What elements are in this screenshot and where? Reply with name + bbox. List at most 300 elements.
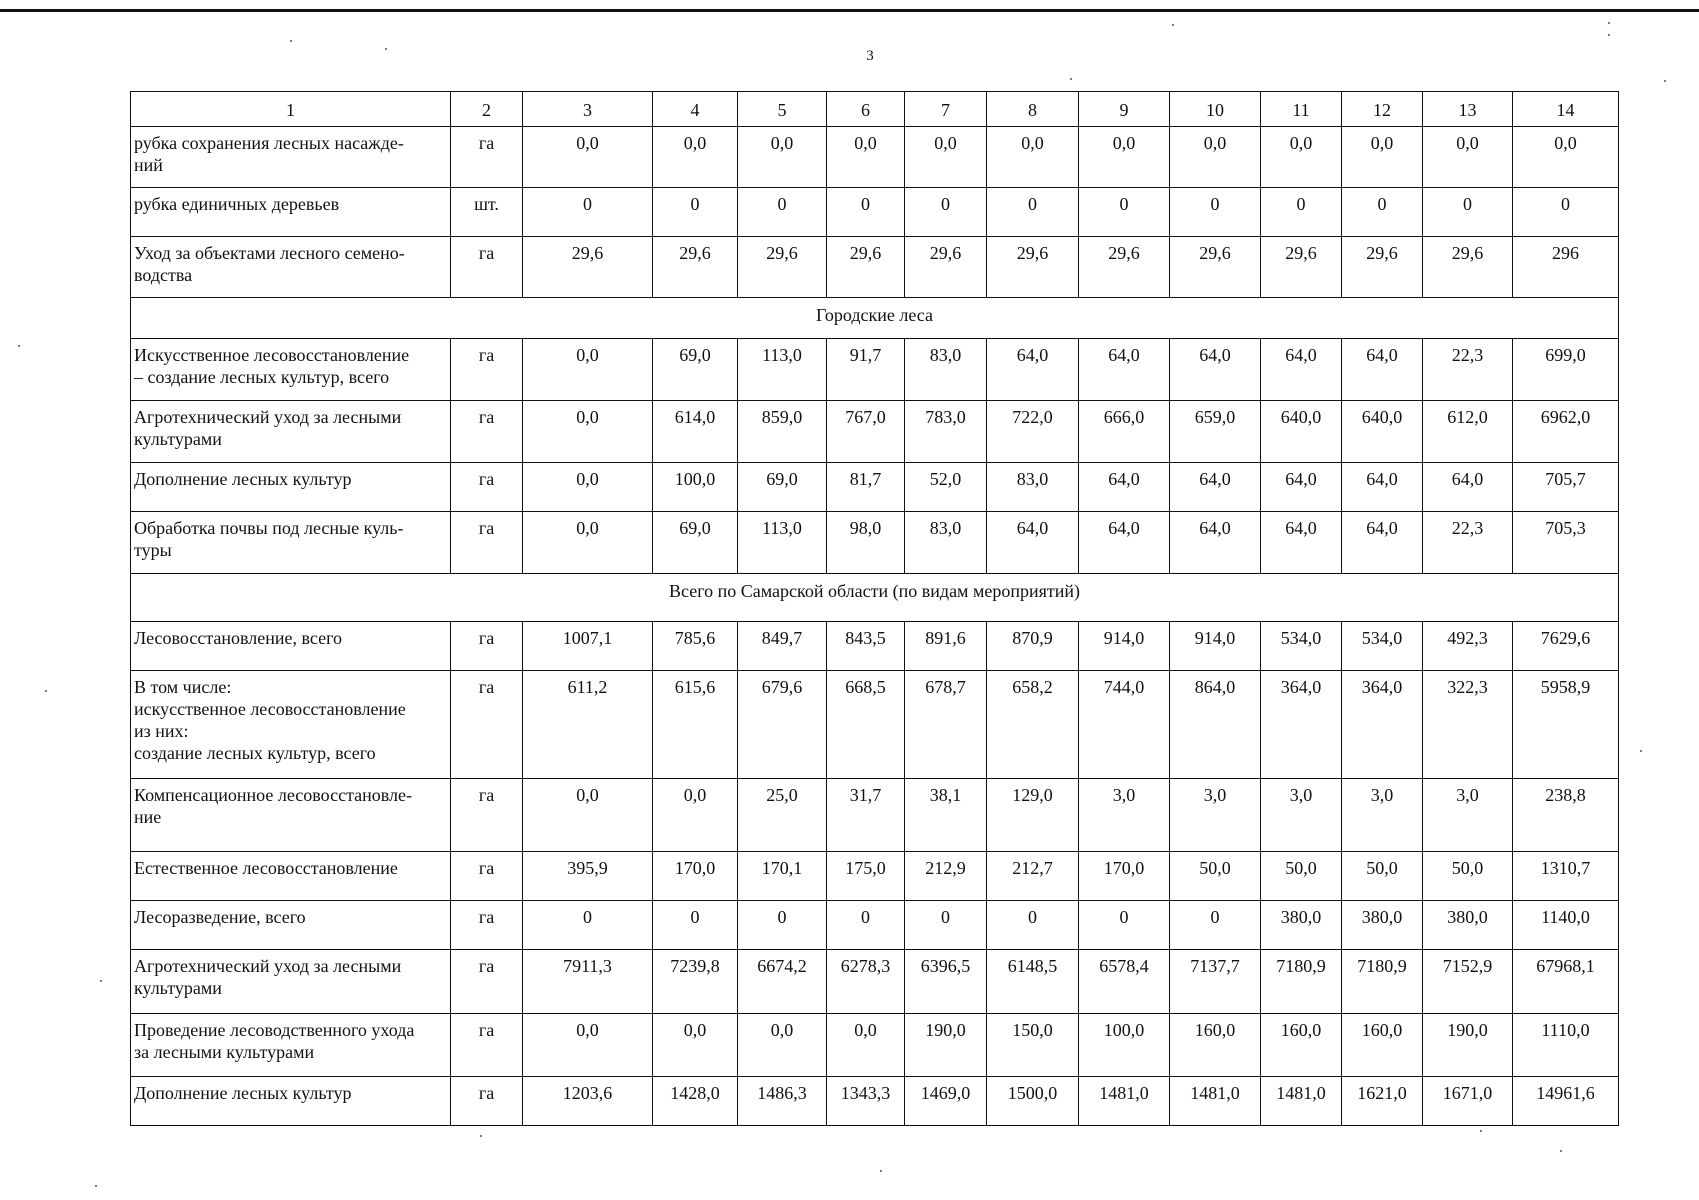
value: 364,0 bbox=[1280, 677, 1322, 697]
value: 160,0 bbox=[1194, 1020, 1236, 1040]
value: 5958,9 bbox=[1540, 677, 1591, 697]
measure-name-cell bbox=[131, 950, 451, 1014]
value: 859,0 bbox=[761, 407, 803, 427]
value: 914,0 bbox=[1194, 628, 1236, 648]
value-cell bbox=[905, 127, 987, 188]
value-cell bbox=[905, 852, 987, 901]
value: 678,7 bbox=[925, 677, 966, 697]
value: 0,0 bbox=[1554, 133, 1577, 153]
value-cell bbox=[1261, 237, 1342, 298]
value-cell bbox=[523, 463, 653, 512]
value: 7180,9 bbox=[1276, 956, 1326, 976]
value: 0 bbox=[1463, 194, 1472, 214]
value-cell bbox=[653, 401, 738, 463]
scan-speck bbox=[95, 1185, 97, 1187]
unit-cell bbox=[451, 401, 523, 463]
value: 22,3 bbox=[1451, 518, 1484, 538]
value-cell bbox=[905, 1014, 987, 1077]
value: 190,0 bbox=[1447, 1020, 1488, 1040]
value: 612,0 bbox=[1447, 407, 1488, 427]
value: 29,6 bbox=[1285, 243, 1317, 263]
value: 1469,0 bbox=[920, 1083, 971, 1103]
measure-name: рубка сохранения лесных насажде- ний bbox=[134, 133, 404, 175]
forest-measures-table bbox=[130, 91, 1619, 1126]
value-cell bbox=[523, 512, 653, 574]
value: 1481,0 bbox=[1276, 1083, 1326, 1103]
value: 83,0 bbox=[929, 518, 962, 538]
value-cell bbox=[1423, 512, 1513, 574]
value: 64,0 bbox=[1016, 518, 1049, 538]
value: 0,0 bbox=[1370, 133, 1394, 153]
page-number: 3 bbox=[866, 48, 874, 64]
value: 615,6 bbox=[674, 677, 716, 697]
value: 150,0 bbox=[1012, 1020, 1053, 1040]
value: 31,7 bbox=[849, 785, 882, 805]
value-cell bbox=[738, 512, 827, 574]
value-cell bbox=[653, 622, 738, 671]
column-number-header bbox=[1261, 92, 1342, 127]
value-cell bbox=[1513, 401, 1619, 463]
scan-speck bbox=[1560, 1150, 1562, 1152]
value: 380,0 bbox=[1280, 907, 1322, 927]
value: 614,0 bbox=[674, 407, 716, 427]
table-row bbox=[131, 1014, 1619, 1077]
value: 0,0 bbox=[1289, 133, 1313, 153]
value: 29,6 bbox=[929, 243, 962, 263]
value-cell bbox=[523, 237, 653, 298]
value: 785,6 bbox=[674, 628, 716, 648]
value-cell bbox=[1423, 463, 1513, 512]
value: 891,6 bbox=[925, 628, 966, 648]
value-cell bbox=[1342, 512, 1423, 574]
measure-name-cell bbox=[131, 1014, 451, 1077]
column-number-header bbox=[131, 92, 451, 127]
table-row bbox=[131, 779, 1619, 852]
unit-cell bbox=[451, 188, 523, 237]
value-cell bbox=[653, 1014, 738, 1077]
measure-name: В том числе: искусственное лесовосстановление из них: создание лесных культур, всего bbox=[134, 677, 406, 763]
value-cell bbox=[523, 401, 653, 463]
value-cell bbox=[1261, 1077, 1342, 1126]
value-cell bbox=[1261, 622, 1342, 671]
unit-label: га bbox=[478, 677, 495, 697]
measure-name-cell bbox=[131, 401, 451, 463]
value-cell bbox=[523, 671, 653, 779]
value-cell bbox=[738, 237, 827, 298]
value-cell bbox=[1342, 779, 1423, 852]
column-number-label: 11 bbox=[1292, 100, 1310, 120]
value: 64,0 bbox=[1199, 345, 1231, 365]
value: 0,0 bbox=[683, 785, 707, 805]
column-number-label: 4 bbox=[690, 100, 700, 120]
value-cell bbox=[827, 950, 905, 1014]
value: 29,6 bbox=[1016, 243, 1049, 263]
measure-name: Агротехнический уход за лесными культурами bbox=[134, 956, 402, 998]
value-cell bbox=[1261, 779, 1342, 852]
measure-name-cell bbox=[131, 1077, 451, 1126]
value-cell bbox=[1423, 1014, 1513, 1077]
scan-speck bbox=[1608, 22, 1610, 24]
unit-cell bbox=[451, 671, 523, 779]
value: 0,0 bbox=[576, 345, 599, 365]
value: 91,7 bbox=[849, 345, 882, 365]
section-header-row bbox=[131, 298, 1619, 339]
value: 64,0 bbox=[1016, 345, 1049, 365]
value-cell bbox=[1261, 512, 1342, 574]
value: 64,0 bbox=[1199, 469, 1231, 489]
value-cell bbox=[738, 1077, 827, 1126]
section-title: Всего по Самарской области (по видам мероприятий) bbox=[669, 581, 1080, 601]
table-row bbox=[131, 671, 1619, 779]
value-cell bbox=[653, 1077, 738, 1126]
value: 3,0 bbox=[1289, 785, 1313, 805]
measure-name-cell bbox=[131, 671, 451, 779]
value-cell bbox=[905, 237, 987, 298]
value: 0 bbox=[1119, 907, 1129, 927]
value-cell bbox=[1170, 127, 1261, 188]
value: 64,0 bbox=[1451, 469, 1484, 489]
value: 668,5 bbox=[845, 677, 886, 697]
value: 64,0 bbox=[1108, 345, 1140, 365]
unit-label: га bbox=[478, 785, 495, 805]
value-cell bbox=[1261, 901, 1342, 950]
measure-name: Компенсационное лесовосстановле- ние bbox=[134, 785, 412, 827]
measure-name-cell bbox=[131, 852, 451, 901]
value: 0 bbox=[1028, 907, 1037, 927]
value-cell bbox=[738, 401, 827, 463]
value-cell bbox=[1423, 671, 1513, 779]
value-cell bbox=[1261, 950, 1342, 1014]
value-cell bbox=[1423, 1077, 1513, 1126]
value: 67968,1 bbox=[1536, 956, 1595, 976]
table-row bbox=[131, 950, 1619, 1014]
value: 296 bbox=[1552, 243, 1579, 263]
value: 0,0 bbox=[1203, 133, 1227, 153]
value-cell bbox=[523, 779, 653, 852]
value-cell bbox=[827, 1014, 905, 1077]
value: 705,7 bbox=[1545, 469, 1586, 489]
column-number-header bbox=[1423, 92, 1513, 127]
section-header-row bbox=[131, 574, 1619, 622]
measure-name-cell bbox=[131, 622, 451, 671]
value-cell bbox=[1423, 127, 1513, 188]
value: 849,7 bbox=[761, 628, 803, 648]
value: 170,0 bbox=[674, 858, 716, 878]
value: 6962,0 bbox=[1540, 407, 1591, 427]
scan-speck bbox=[1070, 78, 1072, 80]
value-cell bbox=[1261, 1014, 1342, 1077]
value-cell bbox=[1079, 237, 1170, 298]
value: 705,3 bbox=[1545, 518, 1586, 538]
table-row bbox=[131, 401, 1619, 463]
value-cell bbox=[1342, 852, 1423, 901]
value-cell bbox=[1079, 339, 1170, 401]
value-cell bbox=[523, 1077, 653, 1126]
value: 22,3 bbox=[1451, 345, 1484, 365]
value: 0 bbox=[1028, 194, 1037, 214]
value-cell bbox=[1170, 463, 1261, 512]
value: 380,0 bbox=[1361, 907, 1403, 927]
value-cell bbox=[987, 852, 1079, 901]
value: 534,0 bbox=[1280, 628, 1322, 648]
value: 658,2 bbox=[1012, 677, 1053, 697]
value-cell bbox=[905, 1077, 987, 1126]
value-cell bbox=[523, 950, 653, 1014]
scan-speck bbox=[1640, 750, 1642, 752]
value-cell bbox=[1513, 779, 1619, 852]
value: 83,0 bbox=[929, 345, 962, 365]
value: 81,7 bbox=[849, 469, 882, 489]
value: 64,0 bbox=[1366, 345, 1398, 365]
value-cell bbox=[1079, 622, 1170, 671]
value-cell bbox=[987, 188, 1079, 237]
value-cell bbox=[523, 188, 653, 237]
value-cell bbox=[1342, 1014, 1423, 1077]
value: 783,0 bbox=[925, 407, 966, 427]
value-cell bbox=[1342, 339, 1423, 401]
value: 38,1 bbox=[929, 785, 962, 805]
value: 29,6 bbox=[1199, 243, 1231, 263]
value: 0,0 bbox=[576, 785, 599, 805]
column-number-header bbox=[451, 92, 523, 127]
measure-name: Уход за объектами лесного семено- водства bbox=[134, 243, 405, 285]
value-cell bbox=[523, 901, 653, 950]
column-number-label: 8 bbox=[1028, 100, 1037, 120]
value: 534,0 bbox=[1361, 628, 1403, 648]
value: 1110,0 bbox=[1541, 1020, 1590, 1040]
column-number-header bbox=[523, 92, 653, 127]
measure-name-cell bbox=[131, 127, 451, 188]
value-cell bbox=[1261, 671, 1342, 779]
value-cell bbox=[987, 950, 1079, 1014]
value: 1140,0 bbox=[1541, 907, 1590, 927]
value-cell bbox=[1513, 950, 1619, 1014]
value-cell bbox=[987, 512, 1079, 574]
value: 29,6 bbox=[1366, 243, 1398, 263]
unit-label: га bbox=[478, 243, 495, 263]
value-cell bbox=[827, 901, 905, 950]
column-number-label: 9 bbox=[1119, 100, 1129, 120]
measure-name: Естественное лесовосстановление bbox=[134, 858, 398, 878]
value-cell bbox=[738, 622, 827, 671]
scan-speck bbox=[45, 690, 47, 692]
value-cell bbox=[1513, 127, 1619, 188]
value: 1500,0 bbox=[1007, 1083, 1058, 1103]
unit-cell bbox=[451, 512, 523, 574]
unit-cell bbox=[451, 950, 523, 1014]
value-cell bbox=[987, 401, 1079, 463]
value: 6674,2 bbox=[757, 956, 807, 976]
value-cell bbox=[1170, 1077, 1261, 1126]
value-cell bbox=[827, 852, 905, 901]
value-cell bbox=[738, 339, 827, 401]
value-cell bbox=[905, 671, 987, 779]
value-cell bbox=[1513, 852, 1619, 901]
value: 50,0 bbox=[1285, 858, 1317, 878]
value-cell bbox=[905, 188, 987, 237]
value-cell bbox=[738, 1014, 827, 1077]
column-number-header-row bbox=[131, 92, 1619, 127]
value-cell bbox=[827, 512, 905, 574]
value: 14961,6 bbox=[1536, 1083, 1595, 1103]
value: 238,8 bbox=[1545, 785, 1586, 805]
value: 0 bbox=[1561, 194, 1570, 214]
value: 870,9 bbox=[1012, 628, 1053, 648]
value: 666,0 bbox=[1103, 407, 1145, 427]
unit-label: га bbox=[478, 469, 495, 489]
value: 1481,0 bbox=[1190, 1083, 1240, 1103]
value: 64,0 bbox=[1285, 518, 1317, 538]
value: 1310,7 bbox=[1540, 858, 1591, 878]
value-cell bbox=[827, 237, 905, 298]
value-cell bbox=[1170, 237, 1261, 298]
column-number-label: 3 bbox=[583, 100, 592, 120]
value: 843,5 bbox=[845, 628, 886, 648]
value: 699,0 bbox=[1545, 345, 1586, 365]
column-number-label: 10 bbox=[1206, 100, 1224, 120]
value: 1486,3 bbox=[757, 1083, 807, 1103]
table-row bbox=[131, 127, 1619, 188]
value: 0,0 bbox=[770, 1020, 794, 1040]
value: 1671,0 bbox=[1442, 1083, 1493, 1103]
value-cell bbox=[738, 188, 827, 237]
value-cell bbox=[1423, 622, 1513, 671]
unit-cell bbox=[451, 1077, 523, 1126]
value-cell bbox=[1170, 622, 1261, 671]
value: 7629,6 bbox=[1540, 628, 1591, 648]
value: 914,0 bbox=[1103, 628, 1145, 648]
value-cell bbox=[827, 779, 905, 852]
value: 864,0 bbox=[1194, 677, 1236, 697]
value: 3,0 bbox=[1456, 785, 1479, 805]
measure-name-cell bbox=[131, 901, 451, 950]
value: 1007,1 bbox=[562, 628, 613, 648]
value: 0,0 bbox=[770, 133, 794, 153]
value: 0 bbox=[1296, 194, 1306, 214]
measure-name: Проведение лесоводственного ухода за лесными культурами bbox=[134, 1020, 415, 1062]
measure-name-cell bbox=[131, 779, 451, 852]
table-body bbox=[131, 92, 1619, 1126]
column-number-header bbox=[653, 92, 738, 127]
unit-label: га bbox=[478, 956, 495, 976]
value-cell bbox=[905, 512, 987, 574]
value-cell bbox=[1261, 401, 1342, 463]
value-cell bbox=[1423, 852, 1513, 901]
value-cell bbox=[1513, 671, 1619, 779]
value: 0,0 bbox=[854, 133, 877, 153]
value: 7180,9 bbox=[1357, 956, 1407, 976]
value: 640,0 bbox=[1361, 407, 1403, 427]
value: 83,0 bbox=[1016, 469, 1049, 489]
value-cell bbox=[987, 127, 1079, 188]
value: 640,0 bbox=[1280, 407, 1322, 427]
table-row bbox=[131, 852, 1619, 901]
value-cell bbox=[905, 401, 987, 463]
unit-label: га bbox=[478, 345, 495, 365]
measure-name: рубка единичных деревьев bbox=[134, 194, 340, 214]
value: 0,0 bbox=[934, 133, 957, 153]
value-cell bbox=[1170, 512, 1261, 574]
value: 29,6 bbox=[1108, 243, 1140, 263]
value-cell bbox=[1513, 1077, 1619, 1126]
value: 50,0 bbox=[1199, 858, 1231, 878]
value-cell bbox=[1261, 463, 1342, 512]
value: 3,0 bbox=[1370, 785, 1394, 805]
value: 6396,5 bbox=[920, 956, 971, 976]
value-cell bbox=[1513, 188, 1619, 237]
value-cell bbox=[1079, 1014, 1170, 1077]
value-cell bbox=[987, 901, 1079, 950]
value: 64,0 bbox=[1366, 518, 1398, 538]
value: 322,3 bbox=[1447, 677, 1488, 697]
value: 0,0 bbox=[1112, 133, 1136, 153]
value-cell bbox=[1423, 237, 1513, 298]
value: 395,9 bbox=[567, 858, 608, 878]
value-cell bbox=[1513, 1014, 1619, 1077]
value: 212,7 bbox=[1012, 858, 1053, 878]
value: 175,0 bbox=[845, 858, 886, 878]
measure-name-cell bbox=[131, 463, 451, 512]
value: 0,0 bbox=[576, 407, 599, 427]
value: 0 bbox=[1210, 194, 1220, 214]
value-cell bbox=[738, 950, 827, 1014]
measure-name: Искусственное лесовосстановление – создание лесных культур, всего bbox=[134, 345, 410, 387]
unit-cell bbox=[451, 622, 523, 671]
scan-speck bbox=[480, 1135, 482, 1137]
scan-speck bbox=[18, 345, 20, 347]
value-cell bbox=[905, 901, 987, 950]
value-cell bbox=[1423, 401, 1513, 463]
value-cell bbox=[738, 127, 827, 188]
value: 170,1 bbox=[761, 858, 803, 878]
measure-name: Лесовосстановление, всего bbox=[134, 628, 343, 648]
value-cell bbox=[1261, 852, 1342, 901]
value-cell bbox=[905, 622, 987, 671]
scan-speck bbox=[385, 48, 387, 50]
value: 170,0 bbox=[1103, 858, 1145, 878]
value: 364,0 bbox=[1361, 677, 1403, 697]
value: 0 bbox=[1377, 194, 1387, 214]
value: 64,0 bbox=[1366, 469, 1398, 489]
unit-cell bbox=[451, 463, 523, 512]
value-cell bbox=[653, 950, 738, 1014]
value: 100,0 bbox=[1103, 1020, 1145, 1040]
value: 6578,4 bbox=[1099, 956, 1149, 976]
value-cell bbox=[1261, 127, 1342, 188]
value-cell bbox=[1342, 901, 1423, 950]
section-title-cell bbox=[131, 298, 1619, 339]
value-cell bbox=[1513, 622, 1619, 671]
value-cell bbox=[653, 463, 738, 512]
value-cell bbox=[827, 401, 905, 463]
column-number-label: 2 bbox=[482, 100, 491, 120]
value: 0 bbox=[1210, 907, 1220, 927]
value: 0,0 bbox=[683, 133, 707, 153]
value-cell bbox=[1170, 401, 1261, 463]
value-cell bbox=[1513, 463, 1619, 512]
value-cell bbox=[987, 779, 1079, 852]
value-cell bbox=[653, 512, 738, 574]
value-cell bbox=[1170, 950, 1261, 1014]
unit-cell bbox=[451, 339, 523, 401]
column-number-label: 13 bbox=[1458, 100, 1477, 120]
value-cell bbox=[905, 463, 987, 512]
value-cell bbox=[653, 237, 738, 298]
value-cell bbox=[1079, 901, 1170, 950]
measure-name-cell bbox=[131, 339, 451, 401]
value-cell bbox=[523, 339, 653, 401]
value-cell bbox=[653, 779, 738, 852]
